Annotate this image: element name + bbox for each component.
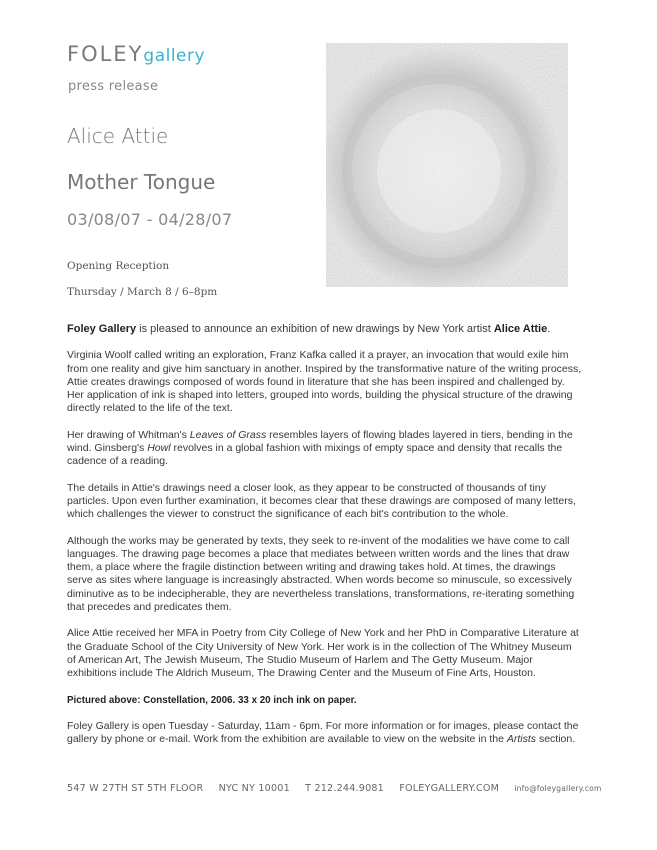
footer-email[interactable]: info@foleygallery.com <box>514 784 602 793</box>
footer-address: 547 W 27TH ST 5TH FLOOR <box>67 783 204 794</box>
exhibition-title: Mother Tongue <box>67 170 216 194</box>
artist-name: Alice Attie <box>67 124 169 148</box>
footer-city: NYC NY 10001 <box>218 783 290 794</box>
pictured-caption: Pictured above: Constellation, 2006. 33 x 20 inch ink on paper. <box>67 694 357 706</box>
press-release-body <box>67 323 582 759</box>
howl-title: Howl <box>147 442 171 455</box>
hours-text: Foley Gallery is open Tuesday - Saturday, 11am - 6pm. For more information or for images, please contact the gallery by phone or e-mail. Work from the exhibition are available to view on the website in the <box>67 719 579 746</box>
paragraph-whitman <box>67 429 582 469</box>
press-release-label: press release <box>68 79 159 94</box>
paragraph-biography: Alice Attie received her MFA in Poetry from City College of New York and her PhD in Comparative Literature at the Graduate School of the City University of New York. Her work is in the collection of The Whitney Museum of American Art, The Jewish Museum, The Studio Museum of Harlem and The Getty Museum. Major exhibitions include The Aldrich Museum, The Drawing Center and the Museum of Fine Arts, Houston. <box>67 627 579 680</box>
reception-date: Thursday / March 8 / 6–8pm <box>67 286 218 298</box>
paragraph-hours <box>67 720 582 747</box>
paragraph-languages: Although the works may be generated by texts, they seek to re-invent of the modalities we have come to call languages. The drawing page becomes a place that mediates between written words and the lines that draw them, a place where the fragile distinction between writing and drawing takes hold. At times, the drawings serve as sites where language is increasingly abstracted. When words become so minuscule, so excessively diminutive as to be indecipherable, they are nevertheless translations, transformations, re-iterating something that precedes and predicates them. <box>67 534 575 614</box>
logo-foley-text: FOLEY <box>67 42 144 66</box>
hours-text-end: section. <box>536 733 576 746</box>
artwork-image <box>326 43 568 287</box>
p3-text-c: resembles layers of flowing blades layered in tiers, bending in the wind. Ginsberg's <box>67 428 573 455</box>
intro-text: is pleased to announce an exhibition of new drawings by New York artist <box>136 323 494 335</box>
intro-paragraph <box>67 323 582 336</box>
leaves-of-grass-title: Leaves of Grass <box>189 428 267 441</box>
footer-website[interactable]: FOLEYGALLERY.COM <box>399 783 500 794</box>
exhibition-dates: 03/08/07 - 04/28/07 <box>67 210 233 229</box>
footer-contact <box>67 783 602 794</box>
intro-end: . <box>547 323 551 335</box>
paragraph-details: The details in Attie's drawings need a closer look, as they appear to be constructed of thousands of tiny particles. Upon even further examination, it becomes clear that these drawings are composed of many letters, which challenges the viewer to construct the significance of each bit's contribution to the whole. <box>67 481 576 521</box>
p3-text-a: Her drawing of Whitman's <box>67 428 190 441</box>
reception-label: Opening Reception <box>67 260 170 272</box>
logo-gallery-text: gallery <box>143 46 206 66</box>
artist-name-inline: Alice Attie <box>493 323 548 335</box>
p3-text-e: revolves in a global fashion with mixings of empty space and density that recalls the cadence of a reading. <box>67 442 563 468</box>
gallery-logo <box>67 42 205 66</box>
gallery-name: Foley Gallery <box>67 323 137 335</box>
footer-phone: T 212.244.9081 <box>305 783 384 794</box>
artists-section-name: Artists <box>506 733 537 746</box>
paragraph-writing: Virginia Woolf called writing an exploration, Franz Kafka called it a prayer, an invocation that would exile him from one reality and give him sanctuary in another. Inspired by the transformative nature of the writing process, Attie creates drawings composed of words found in literature that she has been inspired and challenged by. Her application of ink is shaped into letters, grouped into words, building the physical structure of the drawing directly related to the life of the text. <box>67 349 582 415</box>
